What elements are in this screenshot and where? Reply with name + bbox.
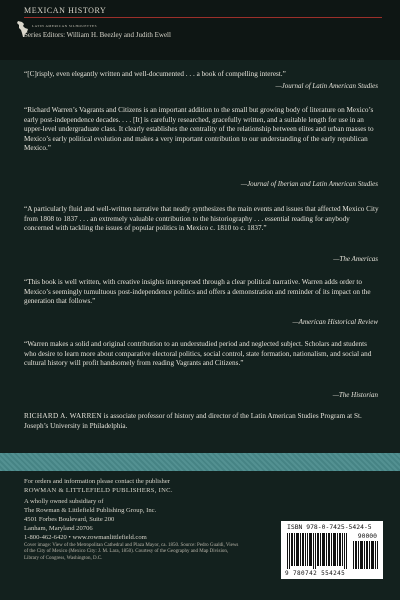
series-name: MEXICAN HISTORY bbox=[24, 6, 107, 15]
review-source-1: —Journal of Latin American Studies bbox=[275, 82, 378, 90]
decorative-teal-band bbox=[0, 453, 400, 471]
publisher-orders-line: For orders and information please contact the publisher bbox=[24, 478, 170, 485]
review-quote-4: “This book is well written, with creative insights interspersed through a clear political narrative. Warren adds order to Mexico’s seemingly tumultuous post-independence politics and offers a demonstration and reminder of its impact on the generation that follows.” bbox=[24, 278, 371, 306]
review-source-5: —The Historian bbox=[332, 391, 378, 399]
isbn-text: ISBN 978-0-7425-5424-5 bbox=[287, 523, 372, 531]
cover-image-credit: Cover image: View of the Metropolitan Cathedral and Plaza Mayor, ca. 1850. Source: Pedro Gualdi, Views of the City of Mexico (Mexico City: J. M. Lara, 1850). Courtesy of the Geography and Map Division, Library of Congress, Washington, D.C. bbox=[24, 543, 239, 561]
review-quote-1: “[C]risply, even elegantly written and well-documented . . . a book of compelling interest.” bbox=[24, 70, 286, 78]
header-divider bbox=[24, 17, 382, 18]
publisher-address-2: Lanham, Maryland 20706 bbox=[24, 525, 93, 532]
review-source-3: —The Americas bbox=[333, 255, 378, 263]
series-logo-text: LATIN AMERICAN SILHOUETTES bbox=[32, 24, 97, 28]
review-source-2: —Journal of Iberian and Latin American Studies bbox=[240, 180, 378, 188]
publisher-name: ROWMAN & LITTLEFIELD PUBLISHERS, INC. bbox=[24, 487, 173, 494]
review-source-4: —American Historical Review bbox=[292, 318, 378, 326]
series-editors: Series Editors: William H. Beezley and Judith Ewell bbox=[24, 31, 171, 39]
review-quote-3: “A particularly fluid and well-written narrative that neatly synthesizes the main events and issues that affected Mexico City from 1808 to 1837 . . . an extremely valuable contribution to the historiography . . . essential reading for anybody concerned with tackling the issues of popular politics in Mexico c. 1810 to c. 1837.” bbox=[24, 205, 379, 233]
review-quote-5: “Warren makes a solid and original contribution to an understudied period and neglected subject. Scholars and students who desire to learn more about comparative electoral politics, social control, state formation, nationalism, and social and cultural history will profit handsomely from reading Vagrants and Citizens.” bbox=[24, 340, 372, 368]
publisher-contact: 1-800-462-6420 • www.rowmanlittlefield.com bbox=[24, 534, 147, 541]
publisher-subsidiary: A wholly owned subsidiary of bbox=[24, 498, 104, 505]
header-band bbox=[0, 0, 400, 60]
price-barcode-bars bbox=[353, 541, 378, 569]
ean-digits: 9 780742 554245 bbox=[285, 570, 346, 577]
review-quote-2: “Richard Warren’s Vagrants and Citizens is an important addition to the small but growing body of literature on Mexico’s early post-independence decades. . . . [It] is carefully researched, gracefully written, and a suitable length for use in an upper-level undergraduate class. It clearly establishes the centrality of the relationship between elites and urban masses to Mexico’s early political evolution and makes a very important contribution to our understanding of the early republican Mexico.” bbox=[24, 106, 374, 153]
publisher-group: The Rowman & Littlefield Publishing Group, Inc. bbox=[24, 507, 157, 514]
author-bio bbox=[24, 412, 379, 431]
barcode bbox=[281, 521, 383, 579]
ean-barcode-bars bbox=[287, 533, 347, 569]
author-bio-text: is associate professor of history and director of the Latin American Studies Program at St. Joseph’s University in Philadelphia. bbox=[24, 412, 362, 430]
author-name: RICHARD A. WARREN bbox=[24, 412, 102, 420]
publisher-address-1: 4501 Forbes Boulevard, Suite 200 bbox=[24, 516, 115, 523]
price-code: 90000 bbox=[357, 532, 377, 540]
